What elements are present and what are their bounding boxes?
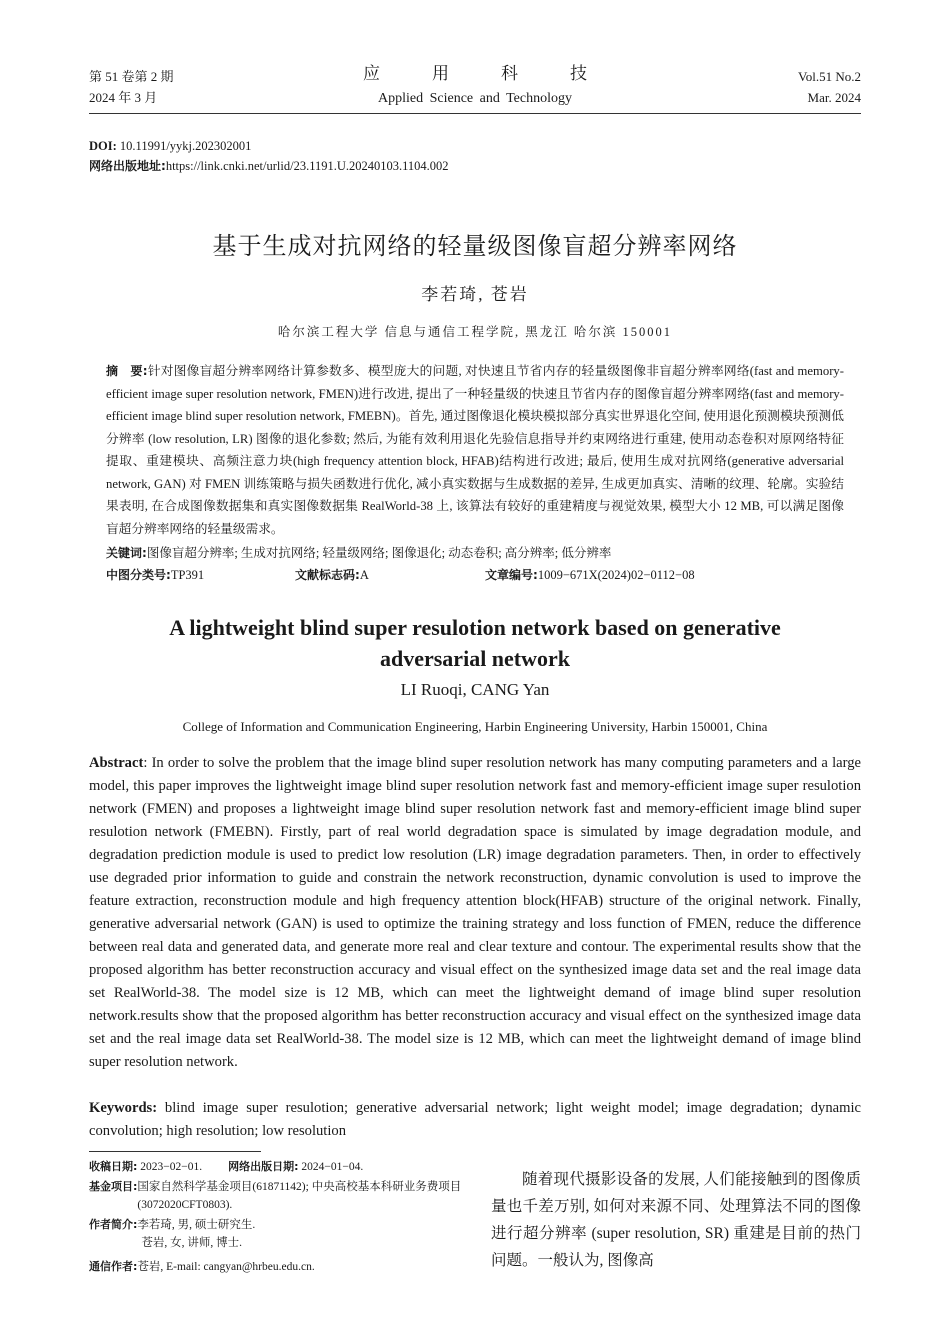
abstract-cn-text: 针对图像盲超分辨率网络计算参数多、模型庞大的问题, 对快速且节省内存的轻量级图像非盲超分辨率网络(fast and memory-efficient image super resolution network, FMEN)进行改进, 提出了一种轻量级的快速且节省内存的图像盲超分辨率网络(fast and memory-efficient image blind super resolution network, FMEBN)。首先, 通过图像退化模块模拟部分真实世界退化空间, 使用退化预测模块预测低分辨率 (low resolution, LR) 图像的退化参数; 然后, 为能有效利用退化先验信息指导并约束网络进行重建, 使用动态卷积对原网络特征提取、重建模块、高频注意力块(high frequency attention block, HFAB)结构进行改进; 最后, 使用生成对抗网络(generative adversarial network, GAN) 对 FMEN 训练策略与损失函数进行优化, 减小真实数据与生成数据的差异, 生成更加真实、清晰的纹理、轮廓。实验结果表明, 在合成图像数据集和真实图像数据集 RealWorld-38 上, 该算法有较好的重建精度与视觉效果, 模型大小 12 MB, 可以满足图像盲超分辨率网络的轻量级需求。 [106,364,844,536]
fund-label: 基金项目: [89,1180,138,1193]
affiliation-cn: 哈尔滨工程大学 信息与通信工程学院, 黑龙江 哈尔滨 150001 [277,325,673,339]
keywords-cn-label: 关键词: [106,546,147,560]
footnote-fund [89,1178,469,1214]
doi-value: 10.11991/yykj.202302001 [116,139,252,153]
doc-label: 文献标志码: [295,568,360,582]
keywords-cn [106,542,844,564]
clc-number [106,565,204,585]
article-meta [89,136,449,176]
doi-label: DOI: [89,139,117,153]
author-bio-1: 李若琦, 男, 硕士研究生. [137,1219,256,1231]
doi-line [89,136,449,156]
header-center [300,62,650,110]
abstract-en [89,752,861,1074]
online-label: 网络出版日期: [228,1160,299,1173]
footnote-dates [89,1158,469,1176]
abstract-cn-label: 摘 要: [106,364,148,378]
header-left [89,66,174,108]
issue-date: 2024 年 3 月 [89,90,158,105]
received-label: 收稿日期: [89,1160,138,1173]
title-en-line2: adversarial network [379,646,571,671]
abstract-en-text: : In order to solve the problem that the image blind super resolution network has many computing parameters and a large model, this paper improves the lightweight image blind super resolution network fast and memory-efficient image super resulotion network (FMEN) and proposes a lightweight image blind super resolution network fast and memory-efficient image blind super resulotion network (FMEBN). Firstly, part of real world degradation space is simulated by image degradation module, and degradation prediction module is used to predict low resolution (LR) image degradation parameters. Then, in order to effectively use degraded prior information to guide and constrain the network reconstruction, dynamic convolution is used to improve the feature extraction, reconstruction module and high frequency attention block(HFAB) structure of the original network. Finally, generative adversarial network (GAN) is used to optimize the training strategy and loss function of FMEN, reduce the difference between real data and generated data, and generate more real and clear texture and contour. The experimental results show that the proposed algorithm has better reconstruction accuracy and visual effect on the synthesized image data set and the real image data set RealWorld-38. The model size is 12 MB, which can meet the lightweight demand of image blind super resolution network.results show that the proposed algorithm has better reconstruction accuracy and visual effect on the synthesized image data set and the real image data set RealWorld-38. The model size is 12 MB, which can meet the lightweight demand of image blind super resolution network. [89,755,861,1070]
clc-label: 中图分类号: [106,568,171,582]
author-label: 作者简介: [89,1218,138,1231]
authors-cn: 李若琦, 苍岩 [421,285,529,304]
title-en [100,612,850,674]
document-code [295,565,369,585]
title-en-line1: A lightweight blind super resulotion network based on generative [169,615,781,640]
title-cn: 基于生成对抗网络的轻量级图像盲超分辨率网络 [212,232,738,260]
keywords-en-text: blind image super resulotion; generative adversarial network; light weight model; image degradation; dynamic convolution; high resolution; low resolution [89,1100,861,1139]
footnote-rule [89,1151,261,1152]
fund-text: 国家自然科学基金项目(61871142); 中央高校基本科研业务费项目(3072020CFT0803). [137,1181,462,1211]
clc-value: TP391 [170,568,205,582]
keywords-en [89,1097,861,1143]
url-label: 网络出版地址: [89,159,166,173]
journal-name-cn: 应用科技 [363,64,639,83]
header-right [798,66,861,108]
header-rule [89,113,861,114]
abstract-cn [106,360,844,540]
url-value[interactable]: https://link.cnki.net/urlid/23.1191.U.20240103.1104.002 [165,159,449,173]
corresponding-label: 通信作者: [89,1260,138,1273]
footnote-corresponding [89,1258,469,1276]
footnotes [89,1158,469,1276]
keywords-cn-text: 图像盲超分辨率; 生成对抗网络; 轻量级网络; 图像退化; 动态卷积; 高分辨率; 低分辨率 [146,546,612,560]
footnote-author [89,1216,469,1252]
journal-name-en: Applied Science and Technology [378,91,572,106]
issue-volume: 第 51 卷第 2 期 [89,69,174,84]
body-intro-paragraph: 随着现代摄影设备的发展, 人们能接触到的图像质量也千差万别, 如何对来源不同、处理算法不同的图像进行超分辨率 (super resolution, SR) 重建是目前的热门问题。一般认为, 图像高 [491,1171,861,1269]
url-line [89,156,449,176]
article-value: 1009−671X(2024)02−0112−08 [537,568,695,582]
received-date: 2023−02−01. [137,1161,203,1173]
issue-date-en: Mar. 2024 [807,90,861,105]
doc-value: A [359,568,369,582]
author-bio-2: 苍岩, 女, 讲师, 博士. [141,1237,243,1249]
abstract-en-label: Abstract [89,755,144,771]
online-date: 2024−01−04. [298,1161,364,1173]
article-label: 文章编号: [485,568,538,582]
corresponding-text: 苍岩, E-mail: cangyan@hrbeu.edu.cn. [137,1261,315,1273]
keywords-en-label: Keywords: [89,1100,158,1116]
affiliation-en: College of Information and Communication Engineering, Harbin Engineering University, Harbin 150001, China [182,719,768,734]
volume-number-en: Vol.51 No.2 [798,69,861,84]
article-number [485,565,695,585]
authors-en: LI Ruoqi, CANG Yan [400,680,550,699]
